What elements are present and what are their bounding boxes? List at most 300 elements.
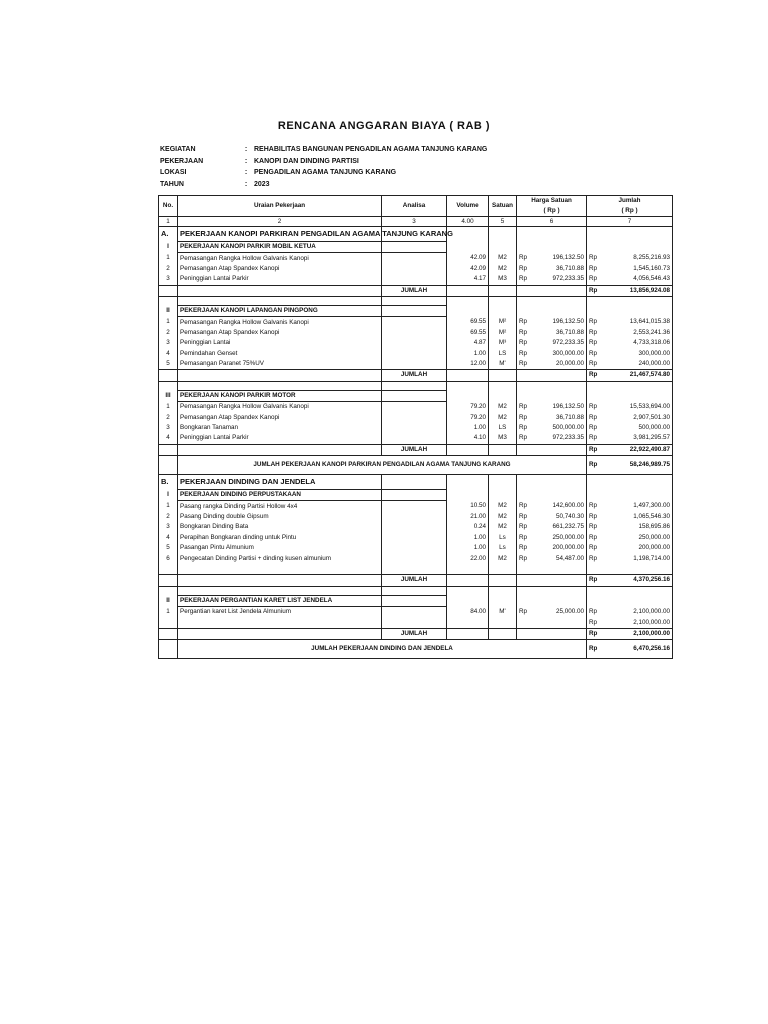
currency-label: Rp xyxy=(587,402,599,413)
item-satuan: M2 xyxy=(489,501,517,512)
item-volume: 1.00 xyxy=(447,349,489,359)
currency-label: Rp xyxy=(587,501,599,512)
item-analisa xyxy=(382,553,447,563)
section-row xyxy=(159,227,673,242)
col-number: 7 xyxy=(587,217,673,227)
meta-key: TAHUN xyxy=(160,180,184,188)
spacer-row xyxy=(159,381,673,390)
item-row xyxy=(159,338,673,348)
item-satuan: M' xyxy=(489,606,517,617)
section-title: PEKERJAAN KANOPI PARKIRAN PENGADILAN AGAMA TANJUNG KARANG xyxy=(178,227,382,242)
item-description: Pemasangan Atap Spandex Kanopi xyxy=(178,264,382,274)
item-jumlah: 240,000.00 xyxy=(599,359,673,370)
group-total: 4,370,256.16 xyxy=(599,575,673,586)
item-row xyxy=(159,412,673,422)
item-jumlah: 1,497,300.00 xyxy=(599,501,673,512)
item-harga: 50,740.30 xyxy=(529,512,587,522)
cell xyxy=(159,586,178,595)
cell xyxy=(382,242,447,253)
currency-label: Rp xyxy=(587,264,599,274)
meta-colon: : xyxy=(244,146,248,154)
item-satuan: Ls xyxy=(489,543,517,553)
item-no: 5 xyxy=(159,359,178,370)
item-analisa xyxy=(382,264,447,274)
group-title: PEKERJAAN PERGANTIAN KARET LIST JENDELA xyxy=(178,595,382,606)
group-total: 22,922,490.87 xyxy=(599,444,673,455)
cell xyxy=(447,390,489,401)
cell xyxy=(599,227,673,242)
currency-label: Rp xyxy=(517,274,529,285)
item-analisa xyxy=(382,501,447,512)
currency-label: Rp xyxy=(517,338,529,348)
currency-label: Rp xyxy=(587,522,599,532)
item-volume: 42.09 xyxy=(447,253,489,264)
header-jumlah xyxy=(587,196,673,217)
item-no: 2 xyxy=(159,264,178,274)
item-satuan: M2 xyxy=(489,553,517,563)
currency-label: Rp xyxy=(587,456,599,475)
item-harga: 250,000.00 xyxy=(529,533,587,543)
item-description: Peninggian Lantai Parkir xyxy=(178,274,382,285)
cell xyxy=(587,586,599,595)
cell xyxy=(529,490,587,501)
cell xyxy=(159,640,178,659)
item-satuan: Ls xyxy=(489,533,517,543)
item-harga: 196,132.50 xyxy=(529,402,587,413)
cell xyxy=(517,490,529,501)
item-analisa xyxy=(382,328,447,338)
cell xyxy=(178,370,382,381)
header-harga-line1: Harga Satuan xyxy=(531,197,572,204)
cell xyxy=(529,564,587,575)
item-analisa xyxy=(382,317,447,328)
cell xyxy=(159,575,178,586)
meta-value: REHABILITAS BANGUNAN PENGADILAN AGAMA TANJUNG KARANG xyxy=(254,146,488,154)
item-analisa xyxy=(382,402,447,413)
item-satuan: M2 xyxy=(489,512,517,522)
cell xyxy=(489,296,517,305)
cell xyxy=(517,242,529,253)
item-harga: 54,487.00 xyxy=(529,553,587,563)
cell xyxy=(517,285,529,296)
cell xyxy=(529,242,587,253)
cell xyxy=(178,444,382,455)
item-volume: 1.00 xyxy=(447,423,489,433)
item-no: 2 xyxy=(159,328,178,338)
item-analisa xyxy=(382,349,447,359)
cell xyxy=(529,586,587,595)
item-satuan: M3 xyxy=(489,274,517,285)
section-total: 6,470,256.16 xyxy=(599,640,673,659)
group-total-row xyxy=(159,444,673,455)
item-analisa xyxy=(382,533,447,543)
currency-label: Rp xyxy=(517,553,529,563)
item-satuan: M3 xyxy=(489,433,517,444)
cell xyxy=(587,475,599,490)
cell xyxy=(489,475,517,490)
item-harga: 200,000.00 xyxy=(529,543,587,553)
item-harga: 500,000.00 xyxy=(529,423,587,433)
currency-label: Rp xyxy=(517,501,529,512)
cell xyxy=(599,475,673,490)
column-number-row xyxy=(159,217,673,227)
cell xyxy=(178,586,382,595)
item-volume: 1.00 xyxy=(447,533,489,543)
item-description: Pemasangan Rangka Hollow Galvanis Kanopi xyxy=(178,317,382,328)
item-harga: 196,132.50 xyxy=(529,253,587,264)
currency-label: Rp xyxy=(587,617,599,628)
item-description: Pemasangan Rangka Hollow Galvanis Kanopi xyxy=(178,402,382,413)
cell xyxy=(382,381,447,390)
cell xyxy=(587,296,599,305)
section-no: B. xyxy=(159,475,178,490)
item-jumlah: 200,000.00 xyxy=(599,543,673,553)
item-row xyxy=(159,349,673,359)
group-total-row xyxy=(159,575,673,586)
group-title: PEKERJAAN KANOPI PARKIR MOBIL KETUA xyxy=(178,242,382,253)
cell xyxy=(587,490,599,501)
item-description: Bongkaran Tanaman xyxy=(178,423,382,433)
item-analisa xyxy=(382,359,447,370)
item-no: 4 xyxy=(159,533,178,543)
cell xyxy=(447,381,489,390)
spacer-row xyxy=(159,564,673,575)
currency-label: Rp xyxy=(587,433,599,444)
cell xyxy=(517,475,529,490)
currency-label: Rp xyxy=(587,512,599,522)
item-satuan: M2 xyxy=(489,253,517,264)
cell xyxy=(159,628,178,639)
item-volume: 79.20 xyxy=(447,412,489,422)
item-no: 1 xyxy=(159,402,178,413)
item-no: 1 xyxy=(159,501,178,512)
item-row xyxy=(159,274,673,285)
item-volume: 10.50 xyxy=(447,501,489,512)
header-row xyxy=(159,196,673,217)
group-total-row xyxy=(159,285,673,296)
jumlah-label: JUMLAH xyxy=(382,370,447,381)
item-harga: 300,000.00 xyxy=(529,349,587,359)
cell xyxy=(447,242,489,253)
cell xyxy=(489,242,517,253)
item-jumlah: 4,733,318.06 xyxy=(599,338,673,348)
item-satuan: M2 xyxy=(489,264,517,274)
currency-label: Rp xyxy=(587,349,599,359)
cell xyxy=(529,285,587,296)
meta-value: KANOPI DAN DINDING PARTISI xyxy=(254,157,359,165)
item-row xyxy=(159,606,673,617)
cell xyxy=(517,390,529,401)
item-no: 3 xyxy=(159,274,178,285)
group-title-row xyxy=(159,390,673,401)
item-harga: 972,233.35 xyxy=(529,274,587,285)
cell xyxy=(382,390,447,401)
cell xyxy=(447,575,489,586)
item-volume: 69.55 xyxy=(447,317,489,328)
item-no: 2 xyxy=(159,412,178,422)
cell xyxy=(447,444,489,455)
currency-label: Rp xyxy=(517,543,529,553)
cell xyxy=(489,595,517,606)
cell xyxy=(382,296,447,305)
cell xyxy=(517,586,529,595)
group-title: PEKERJAAN DINDING PERPUSTAKAAN xyxy=(178,490,382,501)
cell xyxy=(178,285,382,296)
item-description: Peninggian Lantai xyxy=(178,338,382,348)
col-number: 3 xyxy=(382,217,447,227)
item-no: 4 xyxy=(159,349,178,359)
item-row xyxy=(159,543,673,553)
col-number: 5 xyxy=(489,217,517,227)
currency-label: Rp xyxy=(587,253,599,264)
item-jumlah: 1,065,546.30 xyxy=(599,512,673,522)
currency-label: Rp xyxy=(517,606,529,617)
cell xyxy=(517,370,529,381)
cell xyxy=(517,305,529,316)
group-total: 21,467,574.80 xyxy=(599,370,673,381)
cell xyxy=(447,595,489,606)
jumlah-label: JUMLAH xyxy=(382,285,447,296)
meta-row-pekerjaan xyxy=(160,156,487,168)
currency-label: Rp xyxy=(587,543,599,553)
cell xyxy=(489,381,517,390)
cell xyxy=(178,381,382,390)
group-title-row xyxy=(159,595,673,606)
item-row xyxy=(159,264,673,274)
cell xyxy=(489,390,517,401)
cell xyxy=(489,490,517,501)
cell xyxy=(517,381,529,390)
group-no: I xyxy=(159,490,178,501)
item-analisa xyxy=(382,412,447,422)
item-description: Bongkaran Dinding Bata xyxy=(178,522,382,532)
item-volume: 12.00 xyxy=(447,359,489,370)
cell xyxy=(489,575,517,586)
item-no: 1 xyxy=(159,606,178,617)
item-harga: 972,233.35 xyxy=(529,433,587,444)
currency-label: Rp xyxy=(587,423,599,433)
cell xyxy=(587,390,599,401)
item-satuan: M2 xyxy=(489,402,517,413)
cell xyxy=(529,305,587,316)
item-description: Pemasangan Atap Spandex Kanopi xyxy=(178,328,382,338)
item-harga: 20,000.00 xyxy=(529,359,587,370)
item-description: Pasang rangka Dinding Partisi Hollow 4x4 xyxy=(178,501,382,512)
item-jumlah: 4,056,546.43 xyxy=(599,274,673,285)
currency-label: Rp xyxy=(517,533,529,543)
item-description: Pergantian karet List Jendela Almunium xyxy=(178,606,382,617)
item-satuan: M2 xyxy=(489,412,517,422)
cell xyxy=(599,242,673,253)
item-analisa xyxy=(382,433,447,444)
header-jumlah-line1: Jumlah xyxy=(618,197,641,204)
currency-label: Rp xyxy=(517,423,529,433)
cell xyxy=(447,475,489,490)
meta-row-tahun xyxy=(160,179,487,191)
cell xyxy=(178,617,382,628)
document-title: RENCANA ANGGARAN BIAYA ( RAB ) xyxy=(277,120,491,132)
item-volume: 4.10 xyxy=(447,433,489,444)
item-row xyxy=(159,253,673,264)
col-number: 1 xyxy=(159,217,178,227)
currency-label: Rp xyxy=(517,402,529,413)
cell xyxy=(382,305,447,316)
group-title: PEKERJAAN KANOPI LAPANGAN PINGPONG xyxy=(178,305,382,316)
currency-label: Rp xyxy=(587,412,599,422)
cell xyxy=(159,564,178,575)
group-total: 2,100,000.00 xyxy=(599,628,673,639)
cell xyxy=(587,227,599,242)
item-description: Peninggian Lantai Parkir xyxy=(178,433,382,444)
jumlah-label: JUMLAH xyxy=(382,444,447,455)
group-no: II xyxy=(159,305,178,316)
item-no: 1 xyxy=(159,253,178,264)
currency-label: Rp xyxy=(587,370,599,381)
cell xyxy=(447,617,489,628)
cell xyxy=(159,617,178,628)
item-satuan: LS xyxy=(489,423,517,433)
currency-label: Rp xyxy=(517,253,529,264)
item-harga: 36,710.88 xyxy=(529,328,587,338)
cell xyxy=(529,595,587,606)
item-satuan: M' xyxy=(489,359,517,370)
header-volume: Volume xyxy=(447,196,489,217)
cell xyxy=(159,285,178,296)
item-volume: 79.20 xyxy=(447,402,489,413)
item-analisa xyxy=(382,423,447,433)
cell xyxy=(517,296,529,305)
item-jumlah: 1,198,714.00 xyxy=(599,553,673,563)
cell xyxy=(489,617,517,628)
currency-label: Rp xyxy=(587,274,599,285)
item-analisa xyxy=(382,522,447,532)
item-jumlah: 2,553,241.36 xyxy=(599,328,673,338)
group-no: II xyxy=(159,595,178,606)
item-satuan: M² xyxy=(489,328,517,338)
cell xyxy=(447,490,489,501)
item-analisa xyxy=(382,338,447,348)
cell xyxy=(489,370,517,381)
item-no: 3 xyxy=(159,522,178,532)
section-total-label: JUMLAH PEKERJAAN KANOPI PARKIRAN PENGADILAN AGAMA TANJUNG KARANG xyxy=(178,456,587,475)
item-harga: 25,000.00 xyxy=(529,606,587,617)
group-no: I xyxy=(159,242,178,253)
item-harga: 36,710.88 xyxy=(529,412,587,422)
group-title-row xyxy=(159,490,673,501)
cell xyxy=(382,617,447,628)
cell xyxy=(517,227,529,242)
rab-table xyxy=(158,195,673,659)
jumlah-label: JUMLAH xyxy=(382,628,447,639)
cell xyxy=(599,595,673,606)
cell xyxy=(382,586,447,595)
currency-label: Rp xyxy=(587,285,599,296)
currency-label: Rp xyxy=(517,264,529,274)
item-description: Pemasangan Paranet 75%UV xyxy=(178,359,382,370)
cell xyxy=(529,475,587,490)
item-description: Pengecatan Dinding Partisi + dinding kusen almunium xyxy=(178,553,382,563)
cell xyxy=(587,595,599,606)
header-jumlah-line2: ( Rp ) xyxy=(621,207,638,214)
group-total-row xyxy=(159,370,673,381)
item-row xyxy=(159,402,673,413)
meta-value: 2023 xyxy=(254,180,270,188)
currency-label: Rp xyxy=(517,522,529,532)
spacer-row xyxy=(159,296,673,305)
cell xyxy=(489,305,517,316)
item-jumlah: 3,981,295.57 xyxy=(599,433,673,444)
item-analisa xyxy=(382,543,447,553)
meta-value: PENGADILAN AGAMA TANJUNG KARANG xyxy=(254,169,397,177)
col-number: 6 xyxy=(517,217,587,227)
group-total-row xyxy=(159,628,673,639)
col-number: 4.00 xyxy=(447,217,489,227)
cell xyxy=(382,490,447,501)
cell xyxy=(517,617,529,628)
cell xyxy=(178,628,382,639)
currency-label: Rp xyxy=(587,359,599,370)
item-row xyxy=(159,501,673,512)
meta-colon: : xyxy=(244,157,248,165)
cell xyxy=(517,444,529,455)
cell xyxy=(517,628,529,639)
item-volume: 4.87 xyxy=(447,338,489,348)
meta-row-lokasi xyxy=(160,167,487,179)
item-jumlah: 8,255,216.93 xyxy=(599,253,673,264)
item-volume: 84.00 xyxy=(447,606,489,617)
cell xyxy=(489,285,517,296)
item-no: 4 xyxy=(159,433,178,444)
item-jumlah: 13,641,015.38 xyxy=(599,317,673,328)
meta-key: PEKERJAAN xyxy=(160,157,204,165)
header-no: No. xyxy=(159,196,178,217)
currency-label: Rp xyxy=(517,349,529,359)
cell xyxy=(529,227,587,242)
item-row xyxy=(159,328,673,338)
currency-label: Rp xyxy=(587,640,599,659)
cell xyxy=(178,575,382,586)
item-no: 3 xyxy=(159,338,178,348)
section-total-row xyxy=(159,456,673,475)
cell xyxy=(529,390,587,401)
item-volume: 21.00 xyxy=(447,512,489,522)
currency-label: Rp xyxy=(517,328,529,338)
col-number: 2 xyxy=(178,217,382,227)
header-satuan: Satuan xyxy=(489,196,517,217)
currency-label: Rp xyxy=(587,606,599,617)
header-uraian: Uraian Pekerjaan xyxy=(178,196,382,217)
item-jumlah: 2,907,501.30 xyxy=(599,412,673,422)
cell xyxy=(178,564,382,575)
cell xyxy=(517,564,529,575)
cell xyxy=(599,390,673,401)
item-jumlah: 15,533,694.00 xyxy=(599,402,673,413)
cell xyxy=(159,456,178,475)
cell xyxy=(489,444,517,455)
currency-label: Rp xyxy=(517,433,529,444)
item-volume: 22.00 xyxy=(447,553,489,563)
item-row xyxy=(159,522,673,532)
meta-key: KEGIATAN xyxy=(160,146,196,154)
item-volume: 42.09 xyxy=(447,264,489,274)
cell xyxy=(159,370,178,381)
cell xyxy=(529,575,587,586)
item-no: 5 xyxy=(159,543,178,553)
cell xyxy=(447,370,489,381)
item-satuan: M² xyxy=(489,317,517,328)
currency-label: Rp xyxy=(587,575,599,586)
cell xyxy=(447,296,489,305)
